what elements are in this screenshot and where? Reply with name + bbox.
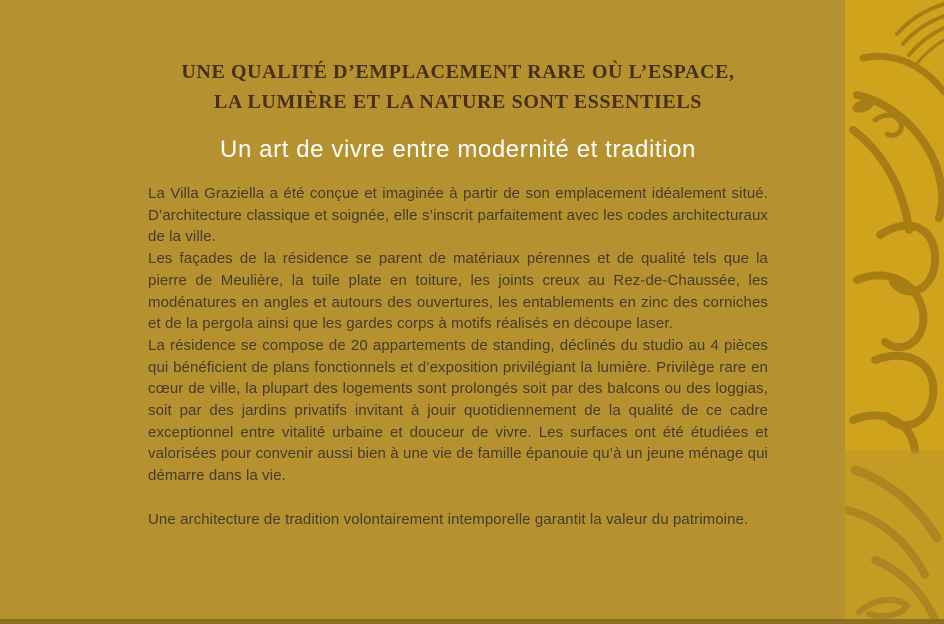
paragraph-4: Une architecture de tradition volontairement intemporelle garantit la valeur du patrimoine. (148, 510, 749, 528)
paragraph-2: Les façades de la résidence se parent de matériaux pérennes et de qualité tels que la pierre de Meulière, la tuile plate en toiture, les joints creux au Rez-de-Chaussée, les modénatures en angles et autours des ouvertures, les entablements en zinc des corniches et de la pergola ainsi que les gardes corps à motifs réalisés en découpe laser. (148, 250, 768, 333)
page-subtitle: Un art de vivre entre modernité et tradition (220, 136, 696, 163)
floral-pattern-svg (845, 0, 944, 624)
page-title-line1: UNE QUALITÉ D’EMPLACEMENT RARE OÙ L’ESPACE, (181, 61, 735, 84)
page-title-line2: LA LUMIÈRE ET LA NATURE SONT ESSENTIELS (213, 91, 702, 114)
floral-pattern-icon (845, 0, 944, 624)
page-title (148, 57, 768, 117)
body-text (148, 183, 768, 531)
bottom-edge-strip (0, 619, 944, 624)
paragraph-3: La résidence se compose de 20 appartements de standing, déclinés du studio au 4 pièces qui bénéficient de plans fonctionnels et d’exposition privilégiant la lumière. Privilège rare en cœur de ville, la plupart des logements sont prolongés soit par des balcons ou des loggias, soit par des jardins privatifs invitant à jouir quotidiennement de la qualité de ce cadre exceptionnel entre vitalité urbaine et douceur de vivre. Les surfaces ont été étudiées et valorisées pour convenir aussi bien à une vie de famille épanouie qu’à un jeune ménage qui démarre dans la vie. (148, 336, 768, 485)
paragraph-1: La Villa Graziella a été conçue et imaginée à partir de son emplacement idéalement situé. D’architecture classique et soignée, elle s’inscrit parfaitement avec les codes architecturaux de la ville. (148, 185, 768, 246)
